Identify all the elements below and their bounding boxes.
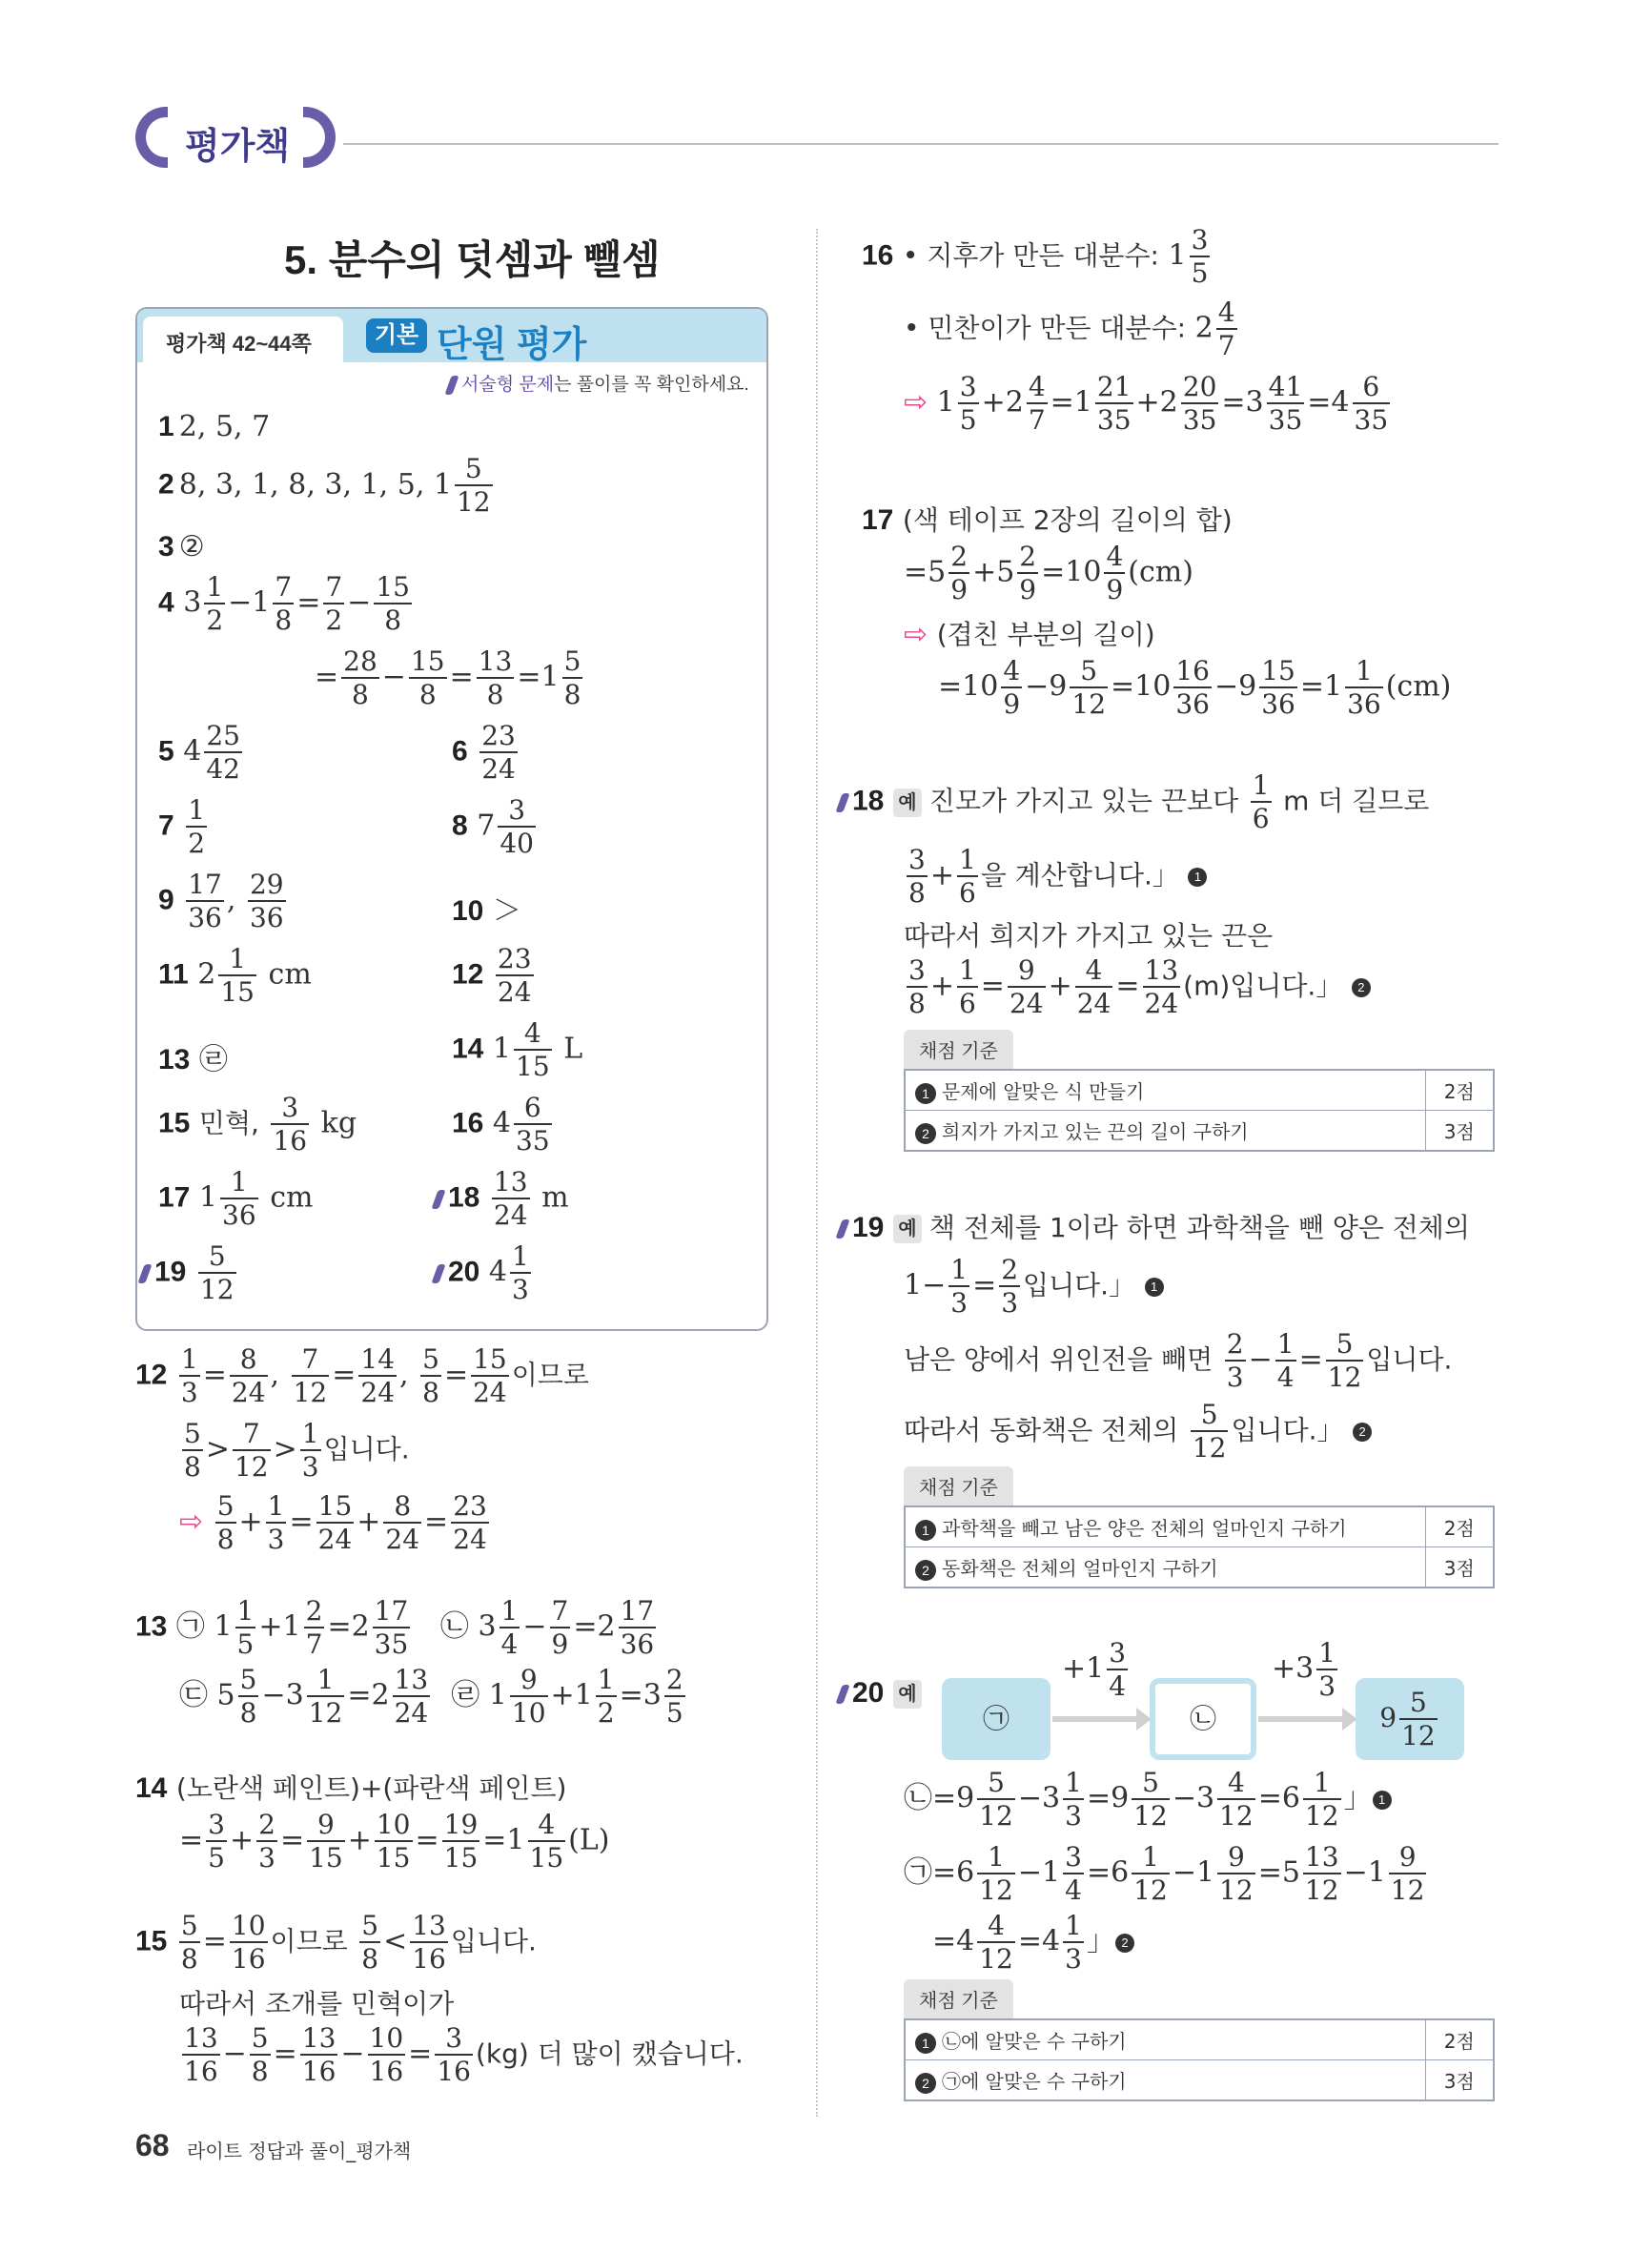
diagram-box-b: ㉡ bbox=[1150, 1678, 1256, 1760]
solution-20-line3: =4 $\frac{4}{12}$ =4 $\frac{1}{3}$ 」 2 bbox=[932, 1913, 1134, 1973]
answer-8: 8 7 $\frac{3}{40}$ bbox=[452, 794, 534, 859]
pen-icon bbox=[835, 793, 849, 812]
diagram-box-a: ㉠ bbox=[942, 1678, 1050, 1760]
note-highlight: 서술형 문제 bbox=[461, 375, 555, 395]
pen-icon bbox=[835, 1219, 849, 1239]
note-text: 는 풀이를 꼭 확인하세요. bbox=[554, 375, 749, 395]
answer-3: 3 ② bbox=[158, 530, 205, 563]
solution-19: 19 예 책 전체를 1이라 하면 과학책을 뺀 양은 전체의 bbox=[839, 1207, 1470, 1245]
right-bracket-icon bbox=[303, 107, 336, 168]
solution-15-line3: $\frac{13}{16}$ − $\frac{5}{8}$ = $\frac{13}{16}$ − $\frac{10}{16}$ = $\frac{3}{16}$ (kg) 더 많이 캤습니다. bbox=[184, 2022, 744, 2087]
answer-box-header bbox=[137, 309, 766, 365]
answer-box-tab: 평가책 42~44쪽 bbox=[143, 317, 343, 362]
answer-4-line2: = $\frac{28}{8}$ − $\frac{15}{8}$ = $\frac{13}{8}$ =1 $\frac{5}{8}$ bbox=[315, 645, 581, 710]
grading-row: 2 희지가 가지고 있는 끈의 길이 구하기 3점 bbox=[905, 1111, 1494, 1152]
grading-table-18: 채점 기준 1 문제에 알맞은 식 만들기 2점 2 희지가 가지고 있는 끈의 길이 구하기 3점 bbox=[904, 1030, 1495, 1152]
header-rule bbox=[343, 143, 1499, 145]
answer-2: 2 8, 3, 1, 8, 3, 1, 5, 1 $\frac{5}{12}$ bbox=[158, 453, 491, 518]
solution-15-line2: 따라서 조개를 민혁이가 bbox=[179, 1988, 455, 2019]
solution-20-line1: ㉡=9 $\frac{5}{12}$ −3 $\frac{1}{3}$ =9 $\frac{5}{12}$ −3 $\frac{4}{12}$ =6 $\frac{1}{12}$ 」 1 bbox=[904, 1770, 1392, 1830]
solution-12-line2: $\frac{5}{8}$ > $\frac{7}{12}$ > $\frac{1}{3}$ 입니다. bbox=[184, 1418, 410, 1483]
solution-15: 15 $\frac{5}{8}$ = $\frac{10}{16}$ 이므로 $\frac{5}{8}$ < $\frac{13}{16}$ 입니다. bbox=[135, 1910, 537, 1975]
solution-14: 14 (노란색 페인트)+(파란색 페인트) bbox=[135, 1772, 567, 1804]
grading-row: 2 ㉠에 알맞은 수 구하기 3점 bbox=[905, 2060, 1494, 2101]
grading-row: 1 문제에 알맞은 식 만들기 2점 bbox=[905, 1070, 1494, 1111]
diagram-box-result: 9 $\frac{5}{12}$ bbox=[1356, 1678, 1464, 1760]
solution-20: 20 예 bbox=[839, 1676, 929, 1710]
answer-17: 17 1 $\frac{1}{36}$ cm bbox=[158, 1166, 314, 1231]
answer-19: 19 $\frac{5}{12}$ bbox=[141, 1243, 239, 1303]
answer-13: 13 ㉣ bbox=[158, 1043, 228, 1076]
footer-text: 라이트 정답과 풀이_평가책 bbox=[187, 2140, 412, 2162]
solution-13-line2: ㉢ 5 $\frac{5}{8}$ −3 $\frac{1}{12}$ =2 $\frac{13}{24}$ ㉣ 1 $\frac{9}{10}$ +1 $\frac{1}{2}$ =3 $\frac{2}{5}$ bbox=[179, 1664, 683, 1729]
solution-20-line2: ㉠=6 $\frac{1}{12}$ −1 $\frac{3}{4}$ =6 $\frac{1}{12}$ −1 $\frac{9}{12}$ =5 $\frac{13}{12}$ −1 $\frac{9}{12}$ bbox=[904, 1841, 1425, 1906]
answer-11: 11 2 $\frac{1}{15}$ cm bbox=[158, 943, 312, 1008]
solution-12-line3: ⇨ $\frac{5}{8}$ + $\frac{1}{3}$ = $\frac{15}{24}$ + $\frac{8}{24}$ = $\frac{23}{24}$ bbox=[179, 1490, 487, 1555]
solution-17-line2: =5 $\frac{2}{9}$ +5 $\frac{2}{9}$ =10 $\frac{4}{9}$ (cm) bbox=[904, 541, 1193, 605]
answer-4: 4 3 $\frac{1}{2}$ −1 $\frac{7}{8}$ = $\frac{7}{2}$ − $\frac{15}{8}$ bbox=[158, 571, 410, 636]
answer-9: 9 $\frac{17}{36}$ , $\frac{29}{36}$ bbox=[158, 869, 284, 933]
solution-18: 18 예 진모가 가지고 있는 끈보다 $\frac{1}{6}$ m 더 길므로 bbox=[839, 772, 1429, 832]
section-tag bbox=[135, 105, 336, 170]
answer-1: 1 2, 5, 7 bbox=[158, 410, 271, 443]
diagram-arrow-icon bbox=[1052, 1716, 1138, 1722]
section-tag-label: 평가책 bbox=[185, 127, 291, 167]
grading-row: 2 동화책은 전체의 얼마인지 구하기 3점 bbox=[905, 1547, 1494, 1588]
answer-10: 10 ＞ bbox=[452, 894, 521, 928]
arrow-icon: ⇨ bbox=[904, 385, 928, 420]
answer-7: 7 $\frac{1}{2}$ bbox=[158, 794, 206, 859]
grading-table-20: 채점 기준 1 ㉡에 알맞은 수 구하기 2점 2 ㉠에 알맞은 수 구하기 3점 bbox=[904, 1979, 1495, 2101]
answer-5: 5 4 $\frac{25}{42}$ bbox=[158, 720, 240, 785]
solution-13: 13 ㉠ 1 $\frac{1}{5}$ +1 $\frac{2}{7}$ =2 $\frac{17}{35}$ ㉡ 3 $\frac{1}{4}$ − $\frac{7}{9}$ =2 $\frac{17}{36}$ bbox=[135, 1595, 655, 1660]
solution-17-line4: =10 $\frac{4}{9}$ −9 $\frac{5}{12}$ =10 $\frac{16}{36}$ −9 $\frac{15}{36}$ =1 $\frac{1}{36}$ (cm) bbox=[938, 655, 1452, 720]
arrow-icon: ⇨ bbox=[179, 1505, 204, 1539]
solution-14-line2: = $\frac{3}{5}$ + $\frac{2}{3}$ = $\frac{9}{15}$ + $\frac{10}{15}$ = $\frac{19}{15}$ =1 $\frac{4}{15}$ (L) bbox=[179, 1809, 610, 1874]
diagram-op1: +1 $\frac{3}{4}$ bbox=[1062, 1637, 1127, 1702]
answer-15: 15 민혁, $\frac{3}{16}$ kg bbox=[158, 1092, 357, 1157]
answer-14: 14 1 $\frac{4}{15}$ L bbox=[452, 1017, 583, 1082]
descriptive-note bbox=[448, 370, 749, 396]
solution-12: 12 $\frac{1}{3}$ = $\frac{8}{24}$ , $\frac{7}{12}$ = $\frac{14}{24}$ , $\frac{5}{8}$ = $\frac{15}{24}$ 이므로 bbox=[135, 1343, 589, 1408]
level-badge: 기본 bbox=[366, 318, 427, 353]
answer-6: 6 $\frac{23}{24}$ bbox=[452, 720, 516, 785]
page-number: 68 bbox=[135, 2128, 170, 2162]
grading-row: 1 ㉡에 알맞은 수 구하기 2점 bbox=[905, 2019, 1494, 2060]
answer-18: 18 $\frac{13}{24}$ m bbox=[435, 1169, 569, 1229]
arrow-icon: ⇨ bbox=[904, 618, 928, 651]
diagram-op2: +3 $\frac{1}{3}$ bbox=[1272, 1637, 1336, 1702]
answer-12: 12 $\frac{23}{24}$ bbox=[452, 943, 532, 1008]
solution-18-line2: $\frac{3}{8}$ + $\frac{1}{6}$ 을 계산합니다.」 1 bbox=[904, 847, 1207, 907]
left-bracket-icon bbox=[135, 107, 168, 168]
solution-16-line2: • 민찬이가 만든 대분수: 2 $\frac{4}{7}$ bbox=[904, 297, 1235, 361]
solution-18-line3: 따라서 희지가 가지고 있는 끈은 bbox=[904, 920, 1274, 952]
grading-table-19: 채점 기준 1 과학책을 빼고 남은 양은 전체의 얼마인지 구하기 2점 2 동화책은 전체의 얼마인지 구하기 3점 bbox=[904, 1466, 1495, 1588]
grading-row: 1 과학책을 빼고 남은 양은 전체의 얼마인지 구하기 2점 bbox=[905, 1506, 1494, 1547]
solution-18-line4: $\frac{3}{8}$ + $\frac{1}{6}$ = $\frac{9}{24}$ + $\frac{4}{24}$ = $\frac{13}{24}$ (m)입니다.」 2 bbox=[904, 957, 1371, 1017]
solution-17-line3: ⇨ (겹친 부분의 길이) bbox=[904, 618, 1155, 651]
diagram-arrow-icon bbox=[1258, 1716, 1344, 1722]
solution-16-line3: ⇨ 1 $\frac{3}{5}$ +2 $\frac{4}{7}$ =1 $\frac{21}{35}$ +2 $\frac{20}{35}$ =3 $\frac{41}{35}$ =4 $\frac{6}{35}$ bbox=[904, 371, 1389, 436]
solution-17: 17 (색 테이프 2장의 길이의 합) bbox=[862, 504, 1233, 536]
solution-19-line2: 1− $\frac{1}{3}$ = $\frac{2}{3}$ 입니다.」 1 bbox=[904, 1257, 1164, 1317]
answer-16: 16 4 $\frac{6}{35}$ bbox=[452, 1092, 550, 1157]
solution-16: 16 • 지후가 만든 대분수: 1 $\frac{3}{5}$ bbox=[862, 224, 1209, 289]
column-divider bbox=[816, 229, 818, 2117]
answer-20: 20 4 $\frac{1}{3}$ bbox=[435, 1243, 534, 1303]
solution-19-line4: 따라서 동화책은 전체의 $\frac{5}{12}$ 입니다.」 2 bbox=[904, 1402, 1372, 1462]
chapter-title: 5. 분수의 덧셈과 뺄셈 bbox=[284, 237, 661, 282]
pen-icon bbox=[835, 1685, 849, 1704]
answer-box-title: 단원 평가 bbox=[437, 325, 587, 365]
solution-19-line3: 남은 양에서 위인전을 빼면 $\frac{2}{3}$ − $\frac{1}{4}$ = $\frac{5}{12}$ 입니다. bbox=[904, 1328, 1453, 1393]
